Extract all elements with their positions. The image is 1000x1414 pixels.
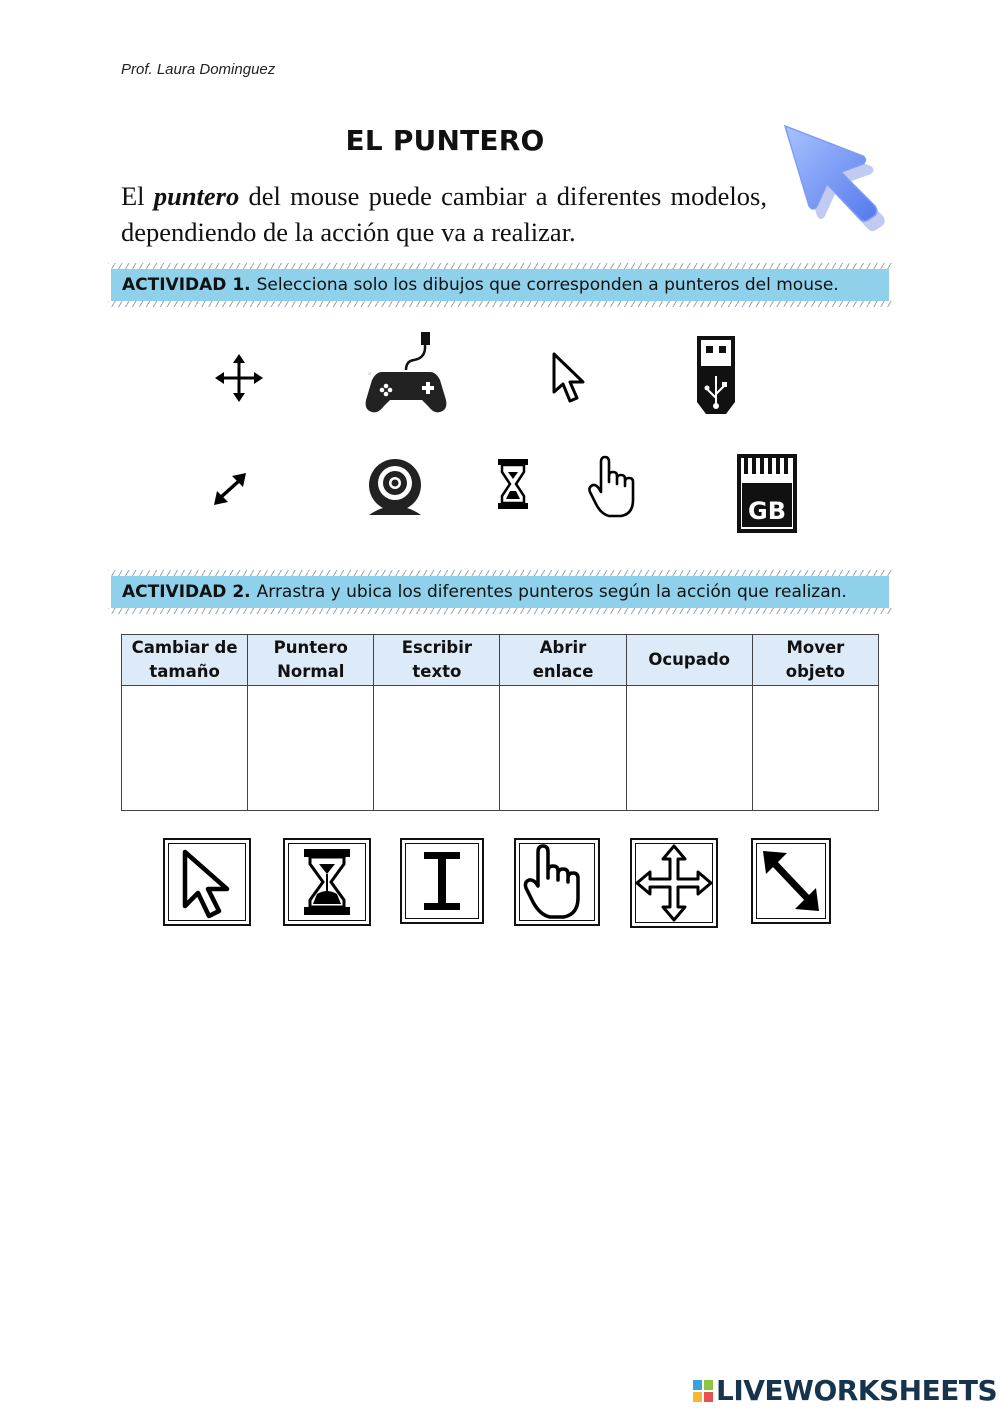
drop-zone[interactable] xyxy=(752,686,878,811)
arrow-pointer-icon xyxy=(165,840,249,924)
column-header: Cambiar de tamaño xyxy=(122,635,248,686)
activity1-banner xyxy=(108,263,894,307)
liveworksheets-brand: LIVEWORKSHEETS xyxy=(692,1374,997,1407)
cursor-arrow-icon xyxy=(775,118,895,233)
draggable-arrow-pointer[interactable] xyxy=(163,838,251,926)
column-header: Abrir enlace xyxy=(500,635,626,686)
activity1-instruction: Selecciona solo los dibujos que corresponden a punteros del mouse. xyxy=(256,275,839,295)
column-header: Escribir texto xyxy=(374,635,500,686)
move-cursor-icon[interactable] xyxy=(214,353,264,403)
text-beam-icon xyxy=(402,840,482,922)
drop-zone[interactable] xyxy=(500,686,626,811)
arrow-cursor-icon[interactable] xyxy=(551,352,587,406)
activity1-label: ACTIVIDAD 1. xyxy=(122,275,251,295)
classification-table xyxy=(121,634,879,811)
column-header: Ocupado xyxy=(626,635,752,686)
author-name: Prof. Laura Dominguez xyxy=(121,61,276,78)
resize-cursor-icon[interactable] xyxy=(210,470,250,508)
hand-cursor-icon[interactable] xyxy=(587,454,643,520)
diagonal-resize-icon xyxy=(753,840,829,922)
hourglass-icon xyxy=(285,840,369,924)
drop-zone[interactable] xyxy=(122,686,248,811)
draggable-diagonal-resize[interactable] xyxy=(751,838,831,924)
activity2-instruction: Arrastra y ubica los diferentes punteros según la acción que realizan. xyxy=(256,582,847,602)
gamepad-icon[interactable] xyxy=(362,330,450,416)
draggable-hourglass[interactable] xyxy=(283,838,371,926)
svg-text:a: a xyxy=(368,371,372,377)
draggable-text-beam[interactable] xyxy=(400,838,484,924)
draggable-hand-pointer[interactable] xyxy=(514,838,600,926)
intro-paragraph: El puntero del mouse puede cambiar a diferentes modelos, dependiendo de la acción que va a realizar. xyxy=(121,181,767,247)
hourglass-cursor-icon[interactable] xyxy=(497,458,529,510)
intro-emphasis: puntero xyxy=(153,181,240,211)
sd-card-label: GB xyxy=(748,497,786,525)
webcam-icon[interactable] xyxy=(363,457,427,519)
draggable-move-arrows[interactable] xyxy=(630,838,718,928)
sd-card-icon[interactable] xyxy=(736,453,798,535)
column-header: Mover objeto xyxy=(752,635,878,686)
activity2-banner xyxy=(108,570,894,614)
hand-pointer-icon xyxy=(516,840,598,924)
drop-zone[interactable] xyxy=(374,686,500,811)
page-title: EL PUNTERO xyxy=(345,124,545,157)
activity2-label: ACTIVIDAD 2. xyxy=(122,582,251,602)
column-header: Puntero Normal xyxy=(248,635,374,686)
liveworksheets-logo-icon xyxy=(692,1378,714,1404)
usb-connector-icon[interactable] xyxy=(692,336,740,418)
drop-zone[interactable] xyxy=(248,686,374,811)
move-arrows-icon xyxy=(632,840,716,926)
drop-zone[interactable] xyxy=(626,686,752,811)
